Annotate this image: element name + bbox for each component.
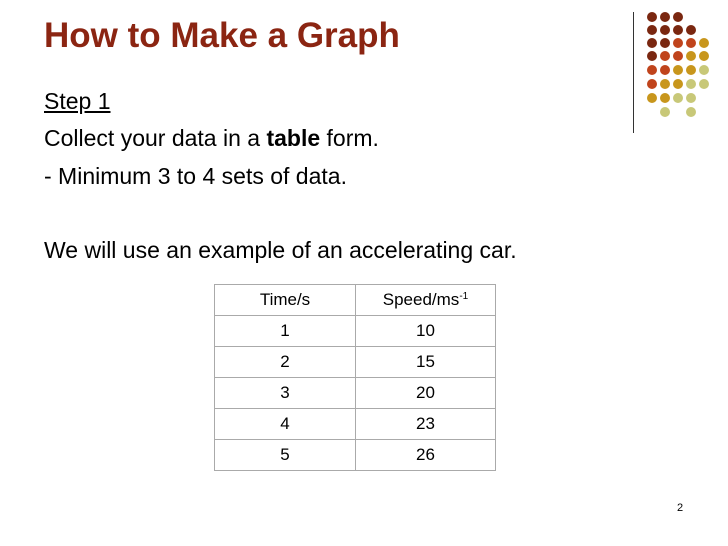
decorative-dot — [647, 12, 657, 22]
decorative-dot — [699, 51, 709, 61]
decorative-dot — [686, 51, 696, 61]
speed-cell: 26 — [356, 440, 496, 471]
decorative-dot — [699, 79, 709, 89]
table-row — [215, 347, 496, 378]
speed-cell: 15 — [356, 347, 496, 378]
table-row — [215, 378, 496, 409]
time-cell: 5 — [215, 440, 356, 471]
decorative-dot — [699, 38, 709, 48]
speed-column-header — [356, 285, 496, 316]
instruction-bold-word: table — [266, 125, 321, 151]
slide-title: How to Make a Graph — [44, 16, 400, 55]
decorative-dot — [673, 93, 683, 103]
decorative-dot — [660, 93, 670, 103]
page-number: 2 — [677, 502, 684, 514]
data-table — [214, 284, 496, 471]
decorative-dot — [699, 65, 709, 75]
decorative-dot — [660, 79, 670, 89]
decorative-dot — [673, 12, 683, 22]
speed-cell: 23 — [356, 409, 496, 440]
decorative-dot — [647, 51, 657, 61]
decorative-dot — [673, 79, 683, 89]
decorative-dot — [686, 25, 696, 35]
table-row — [215, 316, 496, 347]
instruction-line — [44, 125, 379, 152]
vertical-divider — [633, 12, 634, 133]
speed-cell: 10 — [356, 316, 496, 347]
decorative-dot — [647, 38, 657, 48]
decorative-dot — [647, 93, 657, 103]
decorative-dot — [660, 38, 670, 48]
minimum-note: - Minimum 3 to 4 sets of data. — [44, 163, 347, 189]
decorative-dot — [647, 65, 657, 75]
decorative-dot — [660, 65, 670, 75]
decorative-dot — [660, 25, 670, 35]
speed-header-exponent: -1 — [459, 291, 469, 302]
decorative-dot — [686, 79, 696, 89]
decorative-dot — [673, 65, 683, 75]
decorative-dot — [660, 51, 670, 61]
table-header-row — [215, 285, 496, 316]
speed-cell: 20 — [356, 378, 496, 409]
decorative-dot — [673, 25, 683, 35]
instruction-prefix: Collect your data in a — [44, 125, 267, 151]
decorative-dot — [686, 65, 696, 75]
decorative-dot — [686, 93, 696, 103]
decorative-dot — [660, 12, 670, 22]
table-row — [215, 409, 496, 440]
time-cell: 1 — [215, 316, 356, 347]
decorative-dot — [660, 107, 670, 117]
decorative-dot — [686, 107, 696, 117]
time-cell: 2 — [215, 347, 356, 378]
speed-header-text: Speed/ms — [382, 290, 460, 309]
decorative-dot — [673, 38, 683, 48]
decorative-dot — [647, 25, 657, 35]
step-label: Step 1 — [44, 88, 111, 114]
time-column-header: Time/s — [215, 285, 356, 316]
decorative-dot — [686, 38, 696, 48]
example-intro: We will use an example of an accelerating car. — [44, 237, 517, 263]
table-row — [215, 440, 496, 471]
instruction-suffix: form. — [320, 125, 379, 151]
time-cell: 4 — [215, 409, 356, 440]
decorative-dot — [647, 79, 657, 89]
time-cell: 3 — [215, 378, 356, 409]
decorative-dot — [673, 51, 683, 61]
